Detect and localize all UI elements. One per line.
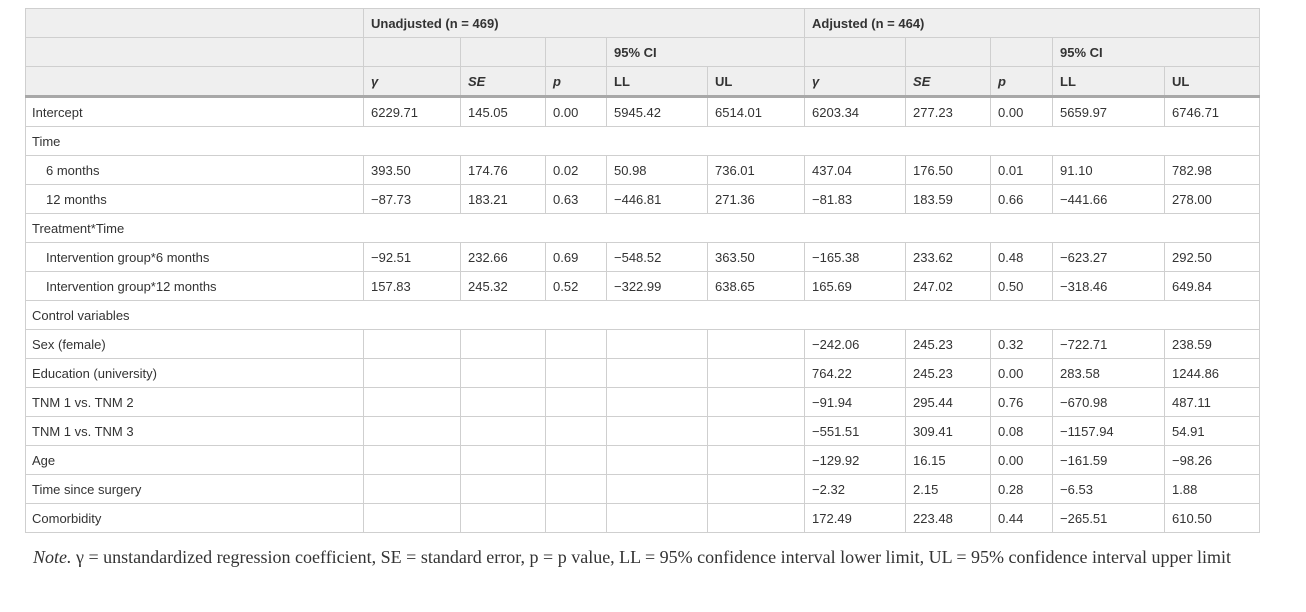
table-row <box>26 475 1260 504</box>
adjusted-cell: −318.46 <box>1053 272 1165 301</box>
unadjusted-cell <box>461 504 546 533</box>
unadjusted-n: (n = 469) <box>445 15 499 31</box>
unadjusted-cell <box>364 475 461 504</box>
adjusted-cell: 0.00 <box>991 446 1053 475</box>
col-header-ll: LL <box>1053 67 1165 97</box>
unadjusted-cell: −92.51 <box>364 243 461 272</box>
row-label: Sex (female) <box>26 330 364 359</box>
adjusted-cell: 233.62 <box>906 243 991 272</box>
adjusted-cell: −2.32 <box>805 475 906 504</box>
regression-table <box>25 8 1260 533</box>
section-row <box>26 214 1260 243</box>
adjusted-cell: 1.88 <box>1165 475 1260 504</box>
header-blank-cell <box>805 38 906 67</box>
unadjusted-cell <box>607 475 708 504</box>
unadjusted-cell <box>708 417 805 446</box>
adjusted-cell: 0.32 <box>991 330 1053 359</box>
adjusted-cell: −161.59 <box>1053 446 1165 475</box>
adjusted-cell: 245.23 <box>906 359 991 388</box>
col-header-gamma: γ <box>364 67 461 97</box>
table-row <box>26 504 1260 533</box>
section-label: Control variables <box>26 301 1260 330</box>
unadjusted-cell <box>546 475 607 504</box>
section-row <box>26 127 1260 156</box>
adjusted-cell: 0.76 <box>991 388 1053 417</box>
table-row <box>26 156 1260 185</box>
row-label: Intercept <box>26 97 364 127</box>
adjusted-cell: 0.28 <box>991 475 1053 504</box>
table-row <box>26 243 1260 272</box>
adjusted-cell: −670.98 <box>1053 388 1165 417</box>
adjusted-cell: −129.92 <box>805 446 906 475</box>
row-label: Age <box>26 446 364 475</box>
row-label: Time since surgery <box>26 475 364 504</box>
adjusted-cell: 292.50 <box>1165 243 1260 272</box>
adjusted-cell: −81.83 <box>805 185 906 214</box>
unadjusted-cell: 6229.71 <box>364 97 461 127</box>
unadjusted-cell <box>461 388 546 417</box>
row-label: TNM 1 vs. TNM 2 <box>26 388 364 417</box>
unadjusted-cell <box>546 417 607 446</box>
unadjusted-cell <box>461 417 546 446</box>
header-blank-cell <box>991 38 1053 67</box>
unadjusted-cell <box>461 359 546 388</box>
unadjusted-cell: 232.66 <box>461 243 546 272</box>
adjusted-cell: −6.53 <box>1053 475 1165 504</box>
adjusted-cell: 0.08 <box>991 417 1053 446</box>
unadjusted-cell: 183.21 <box>461 185 546 214</box>
col-header-p: p <box>991 67 1053 97</box>
unadjusted-cell: 245.32 <box>461 272 546 301</box>
unadjusted-cell <box>364 417 461 446</box>
unadjusted-cell: 145.05 <box>461 97 546 127</box>
unadjusted-cell <box>546 388 607 417</box>
unadjusted-cell <box>546 504 607 533</box>
unadjusted-cell: 50.98 <box>607 156 708 185</box>
unadjusted-cell <box>708 504 805 533</box>
unadjusted-cell: 393.50 <box>364 156 461 185</box>
adjusted-cell: 183.59 <box>906 185 991 214</box>
unadjusted-cell: 0.00 <box>546 97 607 127</box>
adjusted-cell: 295.44 <box>906 388 991 417</box>
row-label: 12 months <box>26 185 364 214</box>
row-label: Intervention group*12 months <box>26 272 364 301</box>
unadjusted-cell <box>607 504 708 533</box>
adjusted-cell: −165.38 <box>805 243 906 272</box>
adjusted-cell: −242.06 <box>805 330 906 359</box>
adjusted-cell: 1244.86 <box>1165 359 1260 388</box>
unadjusted-cell: 736.01 <box>708 156 805 185</box>
unadjusted-header <box>364 9 805 38</box>
row-label: TNM 1 vs. TNM 3 <box>26 417 364 446</box>
unadjusted-cell: 0.63 <box>546 185 607 214</box>
adjusted-cell: 247.02 <box>906 272 991 301</box>
unadjusted-cell <box>607 417 708 446</box>
adjusted-cell: 5659.97 <box>1053 97 1165 127</box>
adjusted-cell: −98.26 <box>1165 446 1260 475</box>
header-row-ci <box>26 38 1260 67</box>
row-label: 6 months <box>26 156 364 185</box>
unadjusted-cell: 271.36 <box>708 185 805 214</box>
section-label: Time <box>26 127 1260 156</box>
adjusted-cell: 245.23 <box>906 330 991 359</box>
section-row <box>26 301 1260 330</box>
adjusted-cell: 0.44 <box>991 504 1053 533</box>
adjusted-cell: 487.11 <box>1165 388 1260 417</box>
adjusted-cell: 610.50 <box>1165 504 1260 533</box>
adjusted-cell: 2.15 <box>906 475 991 504</box>
unadjusted-cell <box>607 388 708 417</box>
adjusted-cell: 16.15 <box>906 446 991 475</box>
unadjusted-cell: −322.99 <box>607 272 708 301</box>
row-label: Comorbidity <box>26 504 364 533</box>
unadjusted-cell <box>708 446 805 475</box>
header-blank-cell <box>546 38 607 67</box>
unadjusted-cell <box>461 475 546 504</box>
adjusted-cell: −1157.94 <box>1053 417 1165 446</box>
adjusted-cell: 764.22 <box>805 359 906 388</box>
adjusted-cell: 238.59 <box>1165 330 1260 359</box>
adjusted-cell: −91.94 <box>805 388 906 417</box>
adjusted-cell: 176.50 <box>906 156 991 185</box>
table-row <box>26 185 1260 214</box>
unadjusted-cell <box>461 446 546 475</box>
row-label: Intervention group*6 months <box>26 243 364 272</box>
adjusted-cell: −441.66 <box>1053 185 1165 214</box>
table-row <box>26 97 1260 127</box>
unadjusted-cell <box>708 330 805 359</box>
col-header-ul: UL <box>708 67 805 97</box>
adjusted-n: (n = 464) <box>871 15 925 31</box>
unadjusted-cell <box>607 359 708 388</box>
unadjusted-cell: 363.50 <box>708 243 805 272</box>
unadjusted-cell: 0.02 <box>546 156 607 185</box>
col-header-se: SE <box>906 67 991 97</box>
unadjusted-cell <box>364 504 461 533</box>
note-text: γ = unstandardized regression coefficient, SE = standard error, p = p value, LL = 95% confidence interval lower limit, UL = 95% confidence interval upper limit <box>76 547 1231 567</box>
unadjusted-cell <box>461 330 546 359</box>
header-blank-cell <box>26 38 364 67</box>
col-header-gamma: γ <box>805 67 906 97</box>
header-blank-cell <box>26 9 364 38</box>
unadjusted-cell: 0.69 <box>546 243 607 272</box>
adjusted-cell: 309.41 <box>906 417 991 446</box>
unadjusted-cell: −446.81 <box>607 185 708 214</box>
adjusted-cell: 283.58 <box>1053 359 1165 388</box>
adjusted-cell: 0.00 <box>991 359 1053 388</box>
adjusted-cell: 0.01 <box>991 156 1053 185</box>
table-row <box>26 446 1260 475</box>
adjusted-cell: 437.04 <box>805 156 906 185</box>
adjusted-cell: −551.51 <box>805 417 906 446</box>
header-row-columns <box>26 67 1260 97</box>
adjusted-label: Adjusted <box>812 15 868 31</box>
col-header-ul: UL <box>1165 67 1260 97</box>
note-prefix: Note. <box>33 547 72 567</box>
adjusted-cell: 6203.34 <box>805 97 906 127</box>
adjusted-header <box>805 9 1260 38</box>
unadjusted-cell <box>708 388 805 417</box>
table-row <box>26 417 1260 446</box>
adjusted-cell: 278.00 <box>1165 185 1260 214</box>
unadjusted-cell <box>708 475 805 504</box>
unadjusted-cell: −87.73 <box>364 185 461 214</box>
adjusted-cell: 54.91 <box>1165 417 1260 446</box>
adjusted-cell: −623.27 <box>1053 243 1165 272</box>
adjusted-cell: −265.51 <box>1053 504 1165 533</box>
unadjusted-cell <box>546 359 607 388</box>
unadjusted-ci-header: 95% CI <box>607 38 805 67</box>
table-row <box>26 388 1260 417</box>
table-note <box>33 544 1258 570</box>
unadjusted-cell: 157.83 <box>364 272 461 301</box>
adjusted-cell: 0.48 <box>991 243 1053 272</box>
unadjusted-cell <box>364 330 461 359</box>
adjusted-cell: 649.84 <box>1165 272 1260 301</box>
unadjusted-cell <box>364 359 461 388</box>
unadjusted-cell <box>708 359 805 388</box>
unadjusted-label: Unadjusted <box>371 15 442 31</box>
header-blank-cell <box>26 67 364 97</box>
adjusted-cell: 223.48 <box>906 504 991 533</box>
header-blank-cell <box>461 38 546 67</box>
table-row <box>26 272 1260 301</box>
adjusted-cell: 6746.71 <box>1165 97 1260 127</box>
adjusted-cell: 0.00 <box>991 97 1053 127</box>
table-row <box>26 330 1260 359</box>
unadjusted-cell <box>364 388 461 417</box>
adjusted-cell: 782.98 <box>1165 156 1260 185</box>
unadjusted-cell <box>546 446 607 475</box>
col-header-ll: LL <box>607 67 708 97</box>
adjusted-cell: 91.10 <box>1053 156 1165 185</box>
unadjusted-cell: 5945.42 <box>607 97 708 127</box>
unadjusted-cell: 174.76 <box>461 156 546 185</box>
col-header-se: SE <box>461 67 546 97</box>
col-header-p: p <box>546 67 607 97</box>
section-label: Treatment*Time <box>26 214 1260 243</box>
table-row <box>26 359 1260 388</box>
unadjusted-cell <box>364 446 461 475</box>
unadjusted-cell <box>607 446 708 475</box>
adjusted-cell: 0.50 <box>991 272 1053 301</box>
unadjusted-cell: −548.52 <box>607 243 708 272</box>
adjusted-ci-header: 95% CI <box>1053 38 1260 67</box>
header-row-groups <box>26 9 1260 38</box>
unadjusted-cell: 0.52 <box>546 272 607 301</box>
adjusted-cell: 277.23 <box>906 97 991 127</box>
unadjusted-cell <box>546 330 607 359</box>
adjusted-cell: 172.49 <box>805 504 906 533</box>
row-label: Education (university) <box>26 359 364 388</box>
unadjusted-cell: 6514.01 <box>708 97 805 127</box>
header-blank-cell <box>364 38 461 67</box>
adjusted-cell: −722.71 <box>1053 330 1165 359</box>
unadjusted-cell <box>607 330 708 359</box>
unadjusted-cell: 638.65 <box>708 272 805 301</box>
header-blank-cell <box>906 38 991 67</box>
adjusted-cell: 165.69 <box>805 272 906 301</box>
adjusted-cell: 0.66 <box>991 185 1053 214</box>
